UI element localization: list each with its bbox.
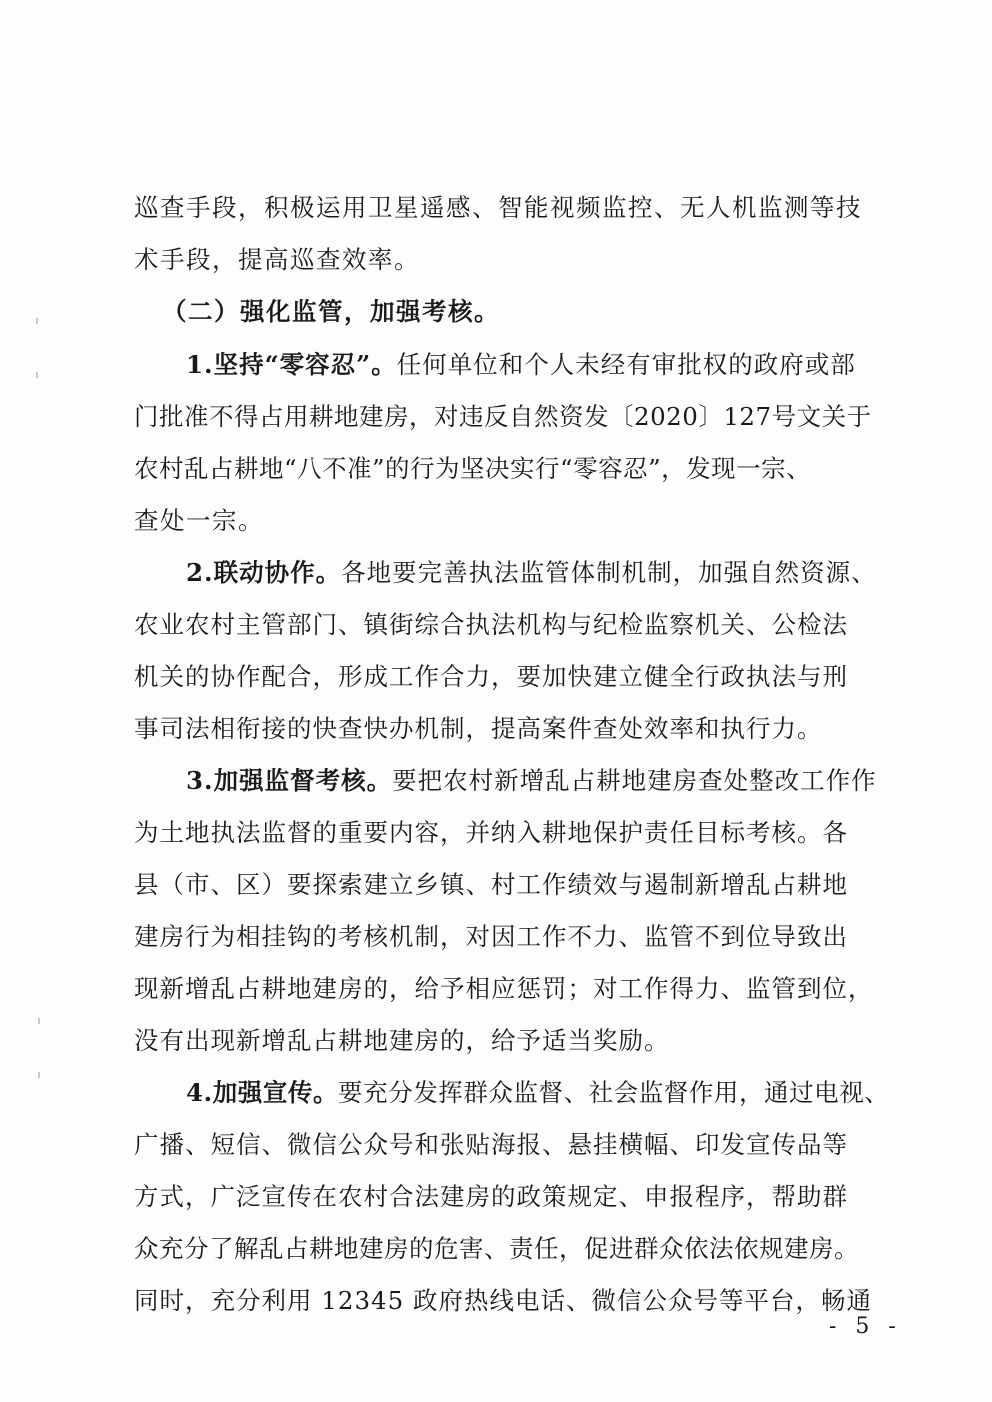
paragraph-rest: 各地要完善执法监管体制机制，加强自然资源、 [341, 558, 877, 587]
paragraph-rest: 要把农村新增乱占耕地建房查处整改工作作 [392, 766, 877, 795]
section-heading: （二）强化监管，加强考核。 [162, 297, 500, 326]
paragraph-first-line [186, 345, 856, 385]
text-line: 术手段，提高巡查效率。 [134, 245, 420, 274]
text-line: 农业农村主管部门、镇街综合执法机构与纪检监察机关、公检法 [134, 610, 848, 639]
text-line: 查处一宗。 [134, 506, 264, 535]
text-line: 为土地执法监督的重要内容，并纳入耕地保护责任目标考核。各 [134, 818, 848, 847]
paragraph-first-line [186, 761, 877, 801]
text-line: 县（市、区）要探索建立乡镇、村工作绩效与遏制新增乱占耕地 [134, 870, 848, 899]
text-line: 建房行为相挂钩的考核机制，对因工作不力、监管不到位导致出 [134, 922, 848, 951]
text-line: 巡查手段，积极运用卫星遥感、智能视频监控、无人机监测等技 [134, 193, 862, 222]
page-number: - 5 - [829, 1314, 902, 1339]
text-line: 门批准不得占用耕地建房，对违反自然资发〔2020〕127号文关于 [134, 402, 872, 431]
paragraph-rest: 任何单位和个人未经有审批权的政府或部 [396, 350, 856, 379]
text-line: 同时，充分利用 12345 政府热线电话、微信公众号等平台，畅通 [134, 1286, 873, 1315]
paragraph-lead: 4.加强宣传。 [186, 1078, 339, 1107]
paragraph-first-line [186, 553, 877, 593]
scan-mark [38, 1018, 40, 1024]
text-line: 广播、短信、微信公众号和张贴海报、悬挂横幅、印发宣传品等 [134, 1130, 848, 1159]
paragraph-first-line [186, 1073, 889, 1113]
text-line: 现新增乱占耕地建房的，给予相应惩罚；对工作得力、监管到位， [134, 974, 874, 1003]
text-line: 方式，广泛宣传在农村合法建房的政策规定、申报程序，帮助群 [134, 1182, 848, 1211]
text-line: 众充分了解乱占耕地建房的危害、责任，促进群众依法依规建房。 [134, 1234, 859, 1263]
paragraph-lead: 2.联动协作。 [186, 558, 342, 587]
scan-mark [38, 1072, 40, 1078]
paragraph-lead: 1.坚持“零容忍”。 [186, 350, 397, 379]
text-line: 农村乱占耕地“八不准”的行为坚决实行“零容忍”，发现一宗、 [134, 454, 812, 483]
text-line: 事司法相衔接的快查快办机制，提高案件查处效率和执行力。 [134, 714, 823, 743]
scan-mark [36, 372, 38, 378]
text-line: 没有出现新增乱占耕地建房的，给予适当奖励。 [134, 1026, 670, 1055]
text-line: 机关的协作配合，形成工作合力，要加快建立健全行政执法与刑 [134, 662, 848, 691]
paragraph-lead: 3.加强监督考核。 [186, 766, 393, 795]
scan-mark [36, 318, 38, 324]
paragraph-rest: 要充分发挥群众监督、社会监督作用，通过电视、 [338, 1078, 890, 1107]
